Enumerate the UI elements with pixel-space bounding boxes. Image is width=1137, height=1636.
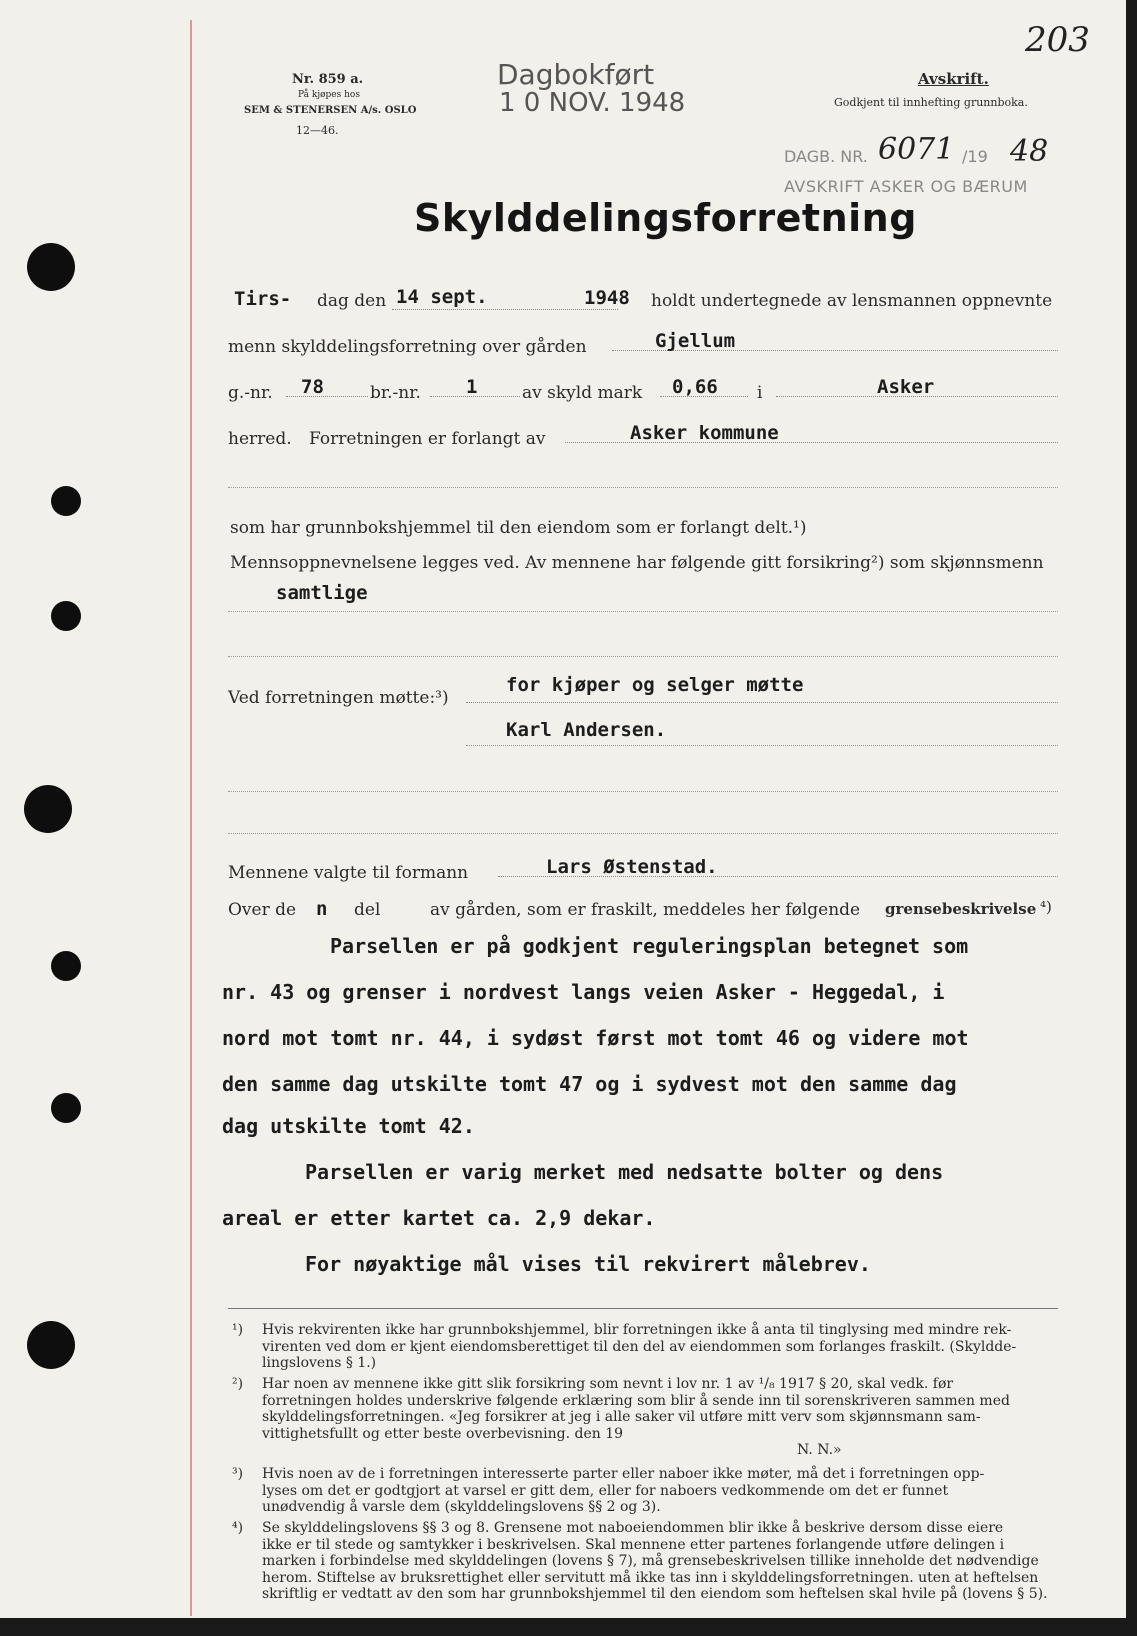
footnote-line: Har noen av mennene ikke gitt slik forsikring som nevnt i lov nr. 1 av ¹/₈ 1917 § 20, skal vedk. før	[262, 1376, 954, 1392]
punch-hole	[51, 951, 81, 981]
dagb-separator: /19	[962, 147, 988, 166]
held-text: holdt undertegnede av lensmannen oppnevnte	[651, 291, 1053, 311]
footnote-divider	[228, 1308, 1058, 1309]
footnote-line: N. N.»	[797, 1442, 842, 1458]
description-line: den samme dag utskilte tomt 47 og i sydvest mot den samme dag	[222, 1072, 957, 1096]
date-line	[392, 309, 618, 310]
footnote-line: skriftlig er vedtatt av den som har grunnbokshjemmel til den eiendom som heftelsen skal hvile på (lovens § 5).	[262, 1586, 1048, 1602]
footnote-line: forretningen holdes underskrive følgende erklæring som blir å sende inn til sorenskriveren sammen med	[262, 1392, 1010, 1409]
footnote-line: lingslovens § 1.)	[262, 1355, 377, 1371]
grense-text: av gården, som er fraskilt, meddeles her følgende	[430, 900, 861, 920]
grense-footnote: ⁴)	[1040, 898, 1052, 916]
footnote-line: virenten ved dom er kjent eiendomsberettiget til den del av eiendommen som forlanges fraskilt. (Skyldde-	[262, 1338, 1017, 1355]
avskrift-stamp: AVSKRIFT ASKER OG BÆRUM	[784, 177, 1028, 196]
met-label: Ved forretningen møtte:³)	[228, 688, 449, 708]
grunnbok-text: som har grunnbokshjemmel til den eiendom som er forlangt delt.¹)	[230, 518, 807, 538]
skyld-value: 0,66	[672, 376, 718, 398]
footnote-line: marken i forbindelse med skylddelingen (lovens § 7), må grensebeskrivelsen tillike inneholde det nødvendige	[262, 1553, 1039, 1569]
blank-line	[228, 487, 1058, 488]
municipality: Asker	[877, 376, 935, 398]
dagbokfort-stamp: Dagbokført	[497, 58, 655, 91]
herred-label: herred.	[228, 429, 292, 449]
description-line: Parsellen er på godkjent reguleringsplan betegnet som	[330, 934, 969, 958]
margin-line	[190, 20, 192, 1616]
grense-bold: grensebeskrivelse	[885, 900, 1037, 918]
description-line: nr. 43 og grenser i nordvest langs veien Asker - Heggedal, i	[222, 980, 945, 1004]
footnote-line: unødvendig å varsle dem (skylddelingslovens §§ 2 og 3).	[262, 1499, 661, 1515]
blank-line	[228, 611, 1058, 612]
punch-hole	[27, 1321, 75, 1369]
description-line: dag utskilte tomt 42.	[222, 1114, 475, 1138]
footnote-3	[232, 1466, 985, 1516]
over-de-label: Over de	[228, 900, 297, 920]
footnote-line: Se skylddelingslovens §§ 3 og 8. Grensene mot naboeiendommen blir ikke å beskrive dersom disse eiere	[262, 1520, 1004, 1536]
blank-line	[228, 833, 1058, 834]
menn-text: menn skylddelingsforretning over gården	[228, 337, 587, 357]
publisher-name: SEM & STENERSEN A/s. OSLO	[244, 105, 417, 116]
bnr-value: 1	[466, 376, 478, 398]
dagb-number: 6071	[878, 132, 955, 167]
footnote-1	[232, 1322, 1017, 1372]
footnote-line: ikke er til stede og samtykker i beskrivelsen. Skal mennene etter partenes forlangende utføre delingen i	[262, 1536, 1005, 1553]
form-number: Nr. 859 a.	[292, 72, 364, 87]
i-label: i	[757, 383, 763, 403]
footnote-number: ²)	[232, 1376, 244, 1392]
skyld-label: av skyld mark	[522, 383, 643, 403]
footnote-4	[232, 1520, 1048, 1603]
footnote-line: skylddelingsforretningen. «Jeg forsikrer at jeg i alle saker vil utføre mitt verv som skjønnsmann sam-	[262, 1409, 981, 1425]
chairman: Lars Østenstad.	[546, 856, 718, 878]
day-prefix: Tirs-	[234, 288, 292, 310]
footnote-line: Hvis noen av de i forretningen interesserte parter eller naboer ikke møter, må det i forretningen opp-	[262, 1466, 985, 1482]
footnote-number: ⁴)	[232, 1520, 244, 1536]
description-line: Parsellen er varig merket med nedsatte bolter og dens	[305, 1160, 944, 1184]
date-value: 14 sept.	[396, 286, 488, 308]
document-title: Skylddelingsforretning	[414, 196, 917, 240]
dagb-year: 48	[1010, 134, 1049, 169]
gnr-label: g.-nr.	[228, 383, 273, 403]
over-n: n	[316, 898, 328, 920]
punch-hole	[24, 785, 72, 833]
requested-label: Forretningen er forlangt av	[309, 429, 546, 449]
footnote-line: lyses om det er godtgjort at varsel er gitt dem, eller for naboers vedkommende om det er funnet	[262, 1482, 949, 1499]
requester: Asker kommune	[630, 422, 779, 444]
chair-label: Mennene valgte til formann	[228, 863, 469, 883]
dagbokfort-date: 1 0 NOV. 1948	[499, 88, 686, 118]
publisher-date: 12—46.	[296, 124, 339, 137]
gnr-line	[286, 396, 368, 397]
punch-hole	[51, 601, 81, 631]
bnr-label: br.-nr.	[370, 383, 421, 403]
met-line	[466, 702, 1058, 703]
description-line: areal er etter kartet ca. 2,9 dekar.	[222, 1206, 656, 1230]
dag-den-label: dag den	[317, 291, 387, 311]
menn-forsikring-text: Mennsoppnevnelsene legges ved. Av mennene har følgende gitt forsikring²) som skjønnsmenn	[230, 553, 1044, 573]
insured-value: samtlige	[276, 582, 368, 604]
blank-line	[228, 656, 1058, 657]
footnote-2	[232, 1376, 1010, 1459]
page-number: 203	[1025, 20, 1090, 60]
punch-hole	[51, 486, 81, 516]
met-line-2: Karl Andersen.	[506, 719, 667, 741]
footnote-line: Hvis rekvirenten ikke har grunnbokshjemmel, blir forretningen ikke å anta til tinglysing med mindre rek-	[262, 1322, 1012, 1338]
description-line: For nøyaktige mål vises til rekvirert målebrev.	[305, 1252, 871, 1276]
description-line: nord mot tomt nr. 44, i sydøst først mot tomt 46 og videre mot	[222, 1026, 969, 1050]
met-line-1: for kjøper og selger møtte	[506, 674, 804, 696]
dagb-label: DAGB. NR.	[784, 147, 868, 166]
punch-hole	[51, 1093, 81, 1123]
avskrift-subtext: Godkjent til innhefting grunnboka.	[834, 96, 1028, 109]
del-label: del	[354, 900, 381, 920]
punch-hole	[27, 243, 75, 291]
footnote-number: ³)	[232, 1466, 244, 1482]
blank-line	[466, 745, 1058, 746]
gnr-value: 78	[301, 376, 324, 398]
footnote-number: ¹)	[232, 1322, 244, 1338]
year-value: 1948	[584, 287, 630, 309]
footnote-line: vittighetsfullt og etter beste overbevisning. den 19	[262, 1425, 624, 1442]
farm-name: Gjellum	[655, 330, 736, 352]
publisher-line: På kjøpes hos	[298, 90, 360, 100]
blank-line	[228, 791, 1058, 792]
footnote-line: herom. Stiftelse av bruksrettighet eller servitutt må ikke tas inn i skylddelingsforretningen. uten at heftelsen	[262, 1569, 1039, 1586]
avskrift-label: Avskrift.	[918, 70, 989, 88]
